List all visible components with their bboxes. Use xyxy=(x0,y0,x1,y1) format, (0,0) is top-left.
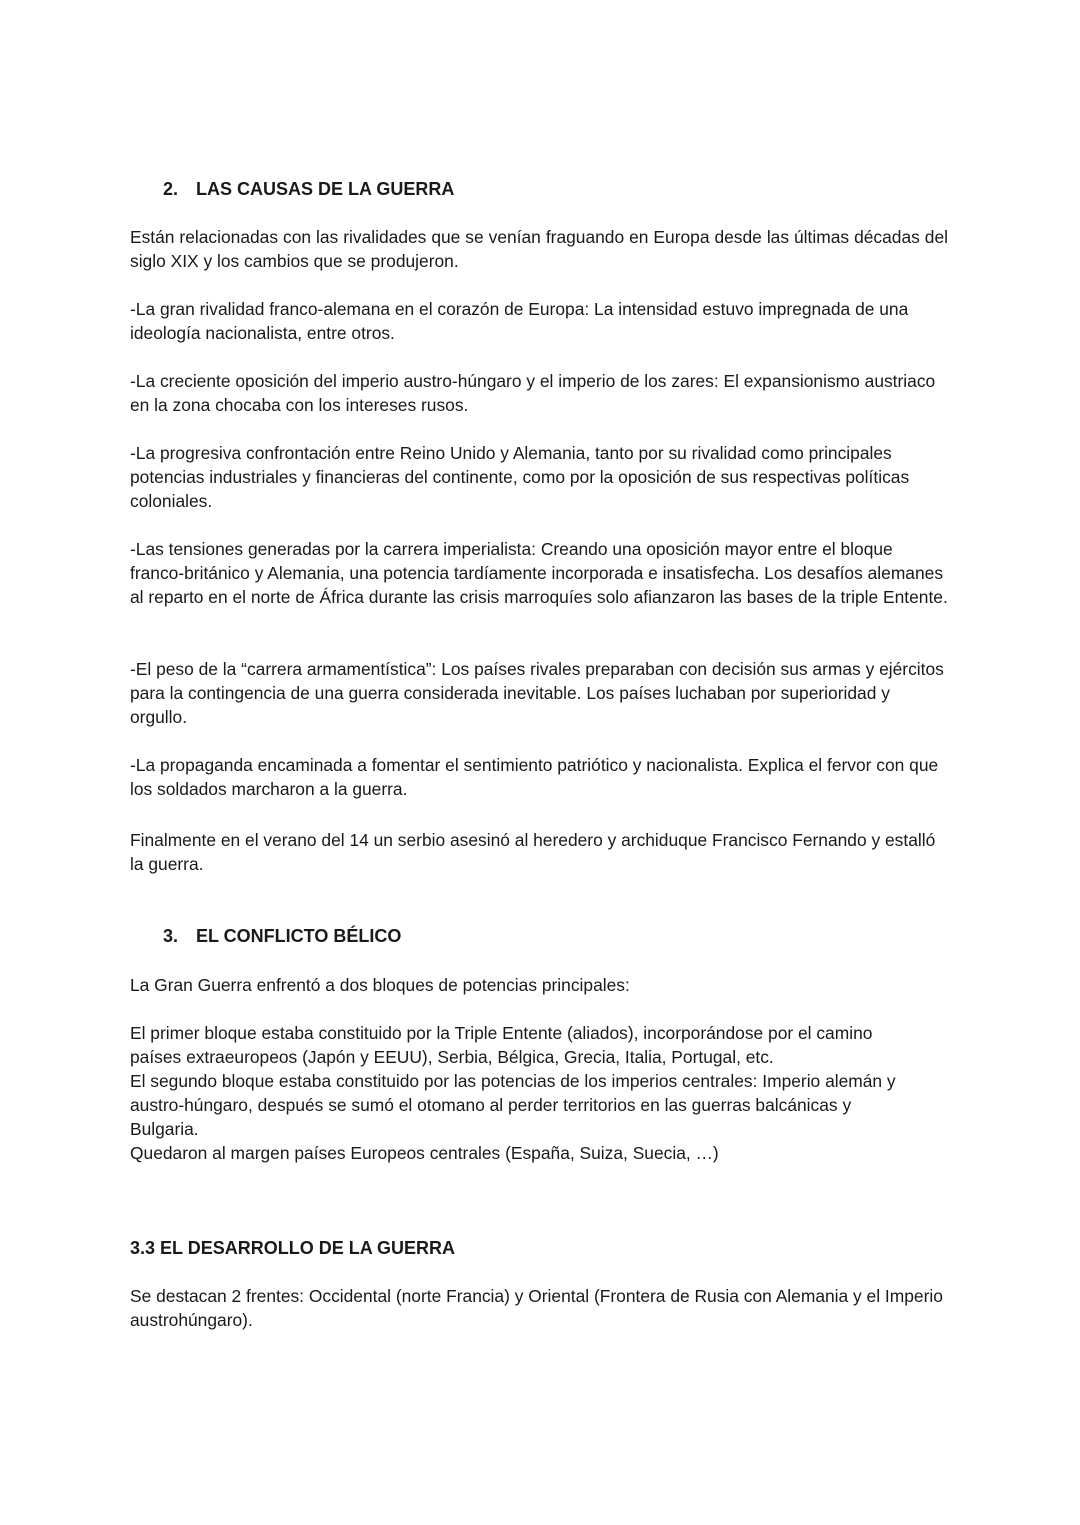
section-2-number: 2. xyxy=(163,179,179,199)
section-3-blocks xyxy=(130,1021,948,1165)
cause-item-5: -El peso de la “carrera armamentística”: Los países rivales preparaban con decisión sus armas y ejércitos para la contingencia de una guerra considerada inevitable. Los países luchaban por superioridad y orgullo. xyxy=(130,659,944,727)
blocks-line: países extraeuropeos (Japón y EEUU), Serbia, Bélgica, Grecia, Italia, Portugal, etc. xyxy=(130,1047,774,1067)
blocks-line: Quedaron al margen países Europeos centrales (España, Suiza, Suecia, …) xyxy=(130,1143,719,1163)
blocks-line: El segundo bloque estaba constituido por las potencias de los imperios centrales: Imperio alemán y xyxy=(130,1071,896,1091)
cause-item-1: -La gran rivalidad franco-alemana en el corazón de Europa: La intensidad estuvo impregnada de una ideología nacionalista, entre otros. xyxy=(130,299,909,343)
cause-item-4: -Las tensiones generadas por la carrera imperialista: Creando una oposición mayor entre el bloque franco-británico y Alemania, una potencia tardíamente incorporada e insatisfecha. Los desafíos alemanes al reparto en el norte de África durante las crisis marroquíes solo afianzaron las bases de la triple Entente. xyxy=(130,539,948,607)
blocks-line: Bulgaria. xyxy=(130,1119,199,1139)
section-3-intro: La Gran Guerra enfrentó a dos bloques de potencias principales: xyxy=(130,975,630,995)
section-3-number: 3. xyxy=(163,926,179,946)
section-2-heading xyxy=(163,177,454,201)
cause-item-2: -La creciente oposición del imperio austro-húngaro y el imperio de los zares: El expansionismo austriaco en la zona chocaba con los intereses rusos. xyxy=(130,371,936,415)
section-3-3-heading: 3.3 EL DESARROLLO DE LA GUERRA xyxy=(130,1238,456,1258)
section-2-conclusion: Finalmente en el verano del 14 un serbio asesinó al heredero y archiduque Francisco Fernando y estalló la guerra. xyxy=(130,830,936,874)
blocks-line: austro-húngaro, después se sumó el otomano al perder territorios en las guerras balcánicas y xyxy=(130,1095,852,1115)
section-3-title: EL CONFLICTO BÉLICO xyxy=(196,926,402,946)
section-3-3-text: Se destacan 2 frentes: Occidental (norte Francia) y Oriental (Frontera de Rusia con Alemania y el Imperio austrohúngaro). xyxy=(130,1286,943,1330)
section-3-heading xyxy=(163,924,401,948)
blocks-line: El primer bloque estaba constituido por la Triple Entente (aliados), incorporándose por el camino xyxy=(130,1023,873,1043)
cause-item-6: -La propaganda encaminada a fomentar el sentimiento patriótico y nacionalista. Explica el fervor con que los soldados marcharon a la guerra. xyxy=(130,755,939,799)
cause-item-3: -La progresiva confrontación entre Reino Unido y Alemania, tanto por su rivalidad como principales potencias industriales y financieras del continente, como por la oposición de sus respectivas políticas coloniales. xyxy=(130,443,910,511)
section-2-title: LAS CAUSAS DE LA GUERRA xyxy=(196,179,455,199)
section-2-intro: Están relacionadas con las rivalidades que se venían fraguando en Europa desde las últimas décadas del siglo XIX y los cambios que se produjeron. xyxy=(130,227,948,271)
